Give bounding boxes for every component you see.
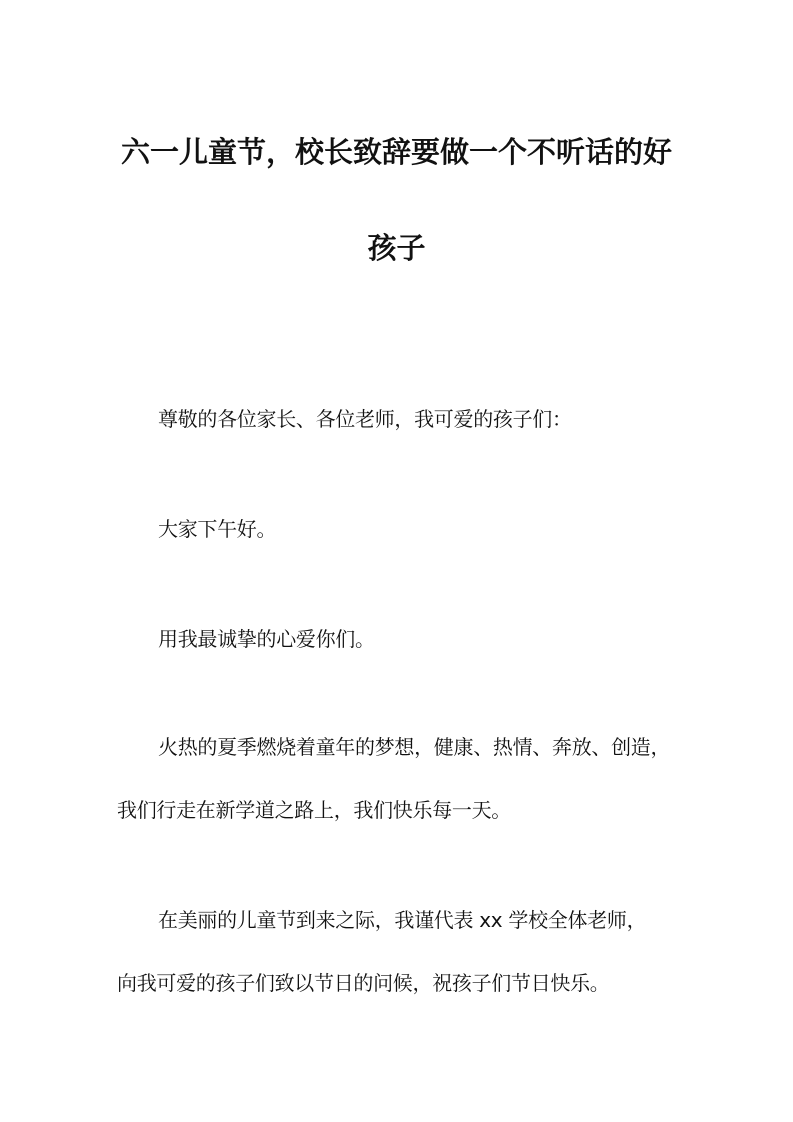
paragraph-summer-line-1: 火热的夏季燃烧着童年的梦想，健康、热情、奔放、创造， [158, 735, 671, 759]
document-title-line-2: 孩子 [367, 231, 426, 265]
paragraph-festival-line-2: 向我可爱的孩子们致以节日的问候，祝孩子们节日快乐。 [117, 971, 610, 995]
paragraph-festival-line-1: 在美丽的儿童节到来之际，我谨代表 xx 学校全体老师， [158, 908, 647, 932]
paragraph-good-afternoon: 大家下午好。 [158, 517, 277, 541]
paragraph-greeting: 尊敬的各位家长、各位老师，我可爱的孩子们： [158, 407, 572, 431]
paragraph-summer-line-2: 我们行走在新学道之路上，我们快乐每一天。 [117, 798, 511, 822]
document-title-line-1: 六一儿童节，校长致辞要做一个不听话的好 [120, 135, 672, 169]
paragraph-love-you: 用我最诚挚的心爱你们。 [158, 627, 375, 651]
